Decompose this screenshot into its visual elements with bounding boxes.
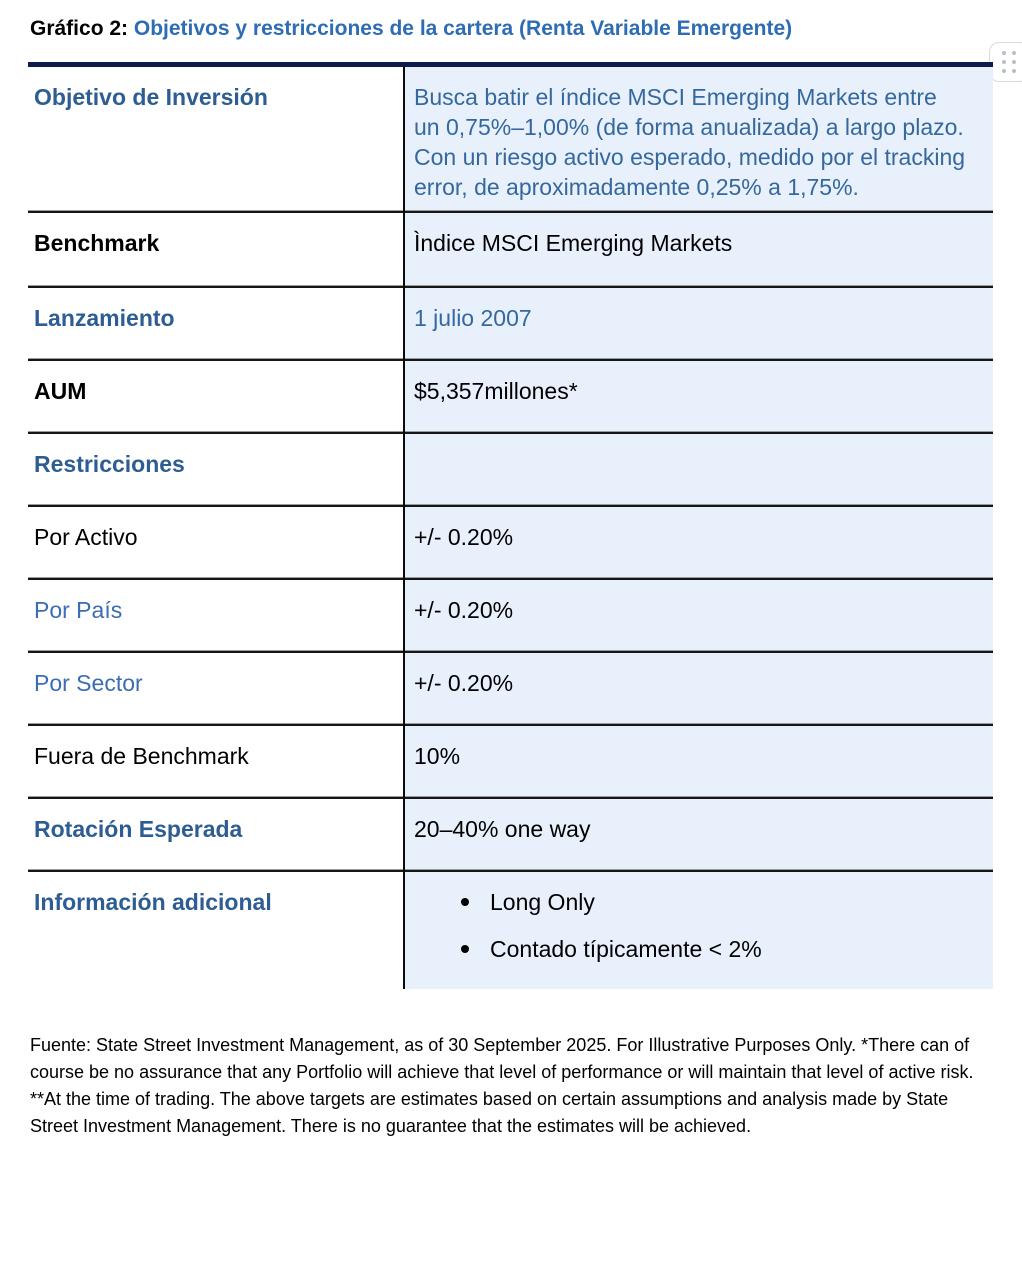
page: [0, 16, 1022, 1280]
bullet-list-item: [461, 934, 967, 964]
row-value: $5,357millones*: [405, 361, 993, 431]
row-label: Fuera de Benchmark: [28, 726, 405, 796]
row-label: Por Activo: [28, 507, 405, 577]
table-row: [28, 580, 993, 650]
table-row: [28, 288, 993, 358]
bullet-list-item: [461, 887, 967, 917]
row-label: Objetivo de Inversión: [28, 67, 405, 210]
row-value: [405, 434, 993, 504]
row-value: 20–40% one way: [405, 799, 993, 869]
row-label: Restricciones: [28, 434, 405, 504]
drag-handle-button[interactable]: [989, 42, 1022, 82]
row-value: Ìndice MSCI Emerging Markets: [405, 213, 993, 285]
footer-note: Fuente: State Street Investment Management, as of 30 September 2025. For Illustrative Purposes Only. *There can of course be no assurance that any Portfolio will achieve that level of performance or will maintain that level of active risk. **At the time of trading. The above targets are estimates based on certain assumptions and analysis made by State Street Investment Management. There is no guarantee that the estimates will be achieved.: [30, 1035, 974, 1136]
row-label: Información adicional: [28, 872, 405, 989]
row-value: +/- 0.20%: [405, 653, 993, 723]
table-row: [28, 507, 993, 577]
row-label: Por País: [28, 580, 405, 650]
bullet-icon: [461, 945, 469, 953]
bullet-text: Long Only: [490, 889, 595, 915]
title-prefix: Gráfico 2:: [30, 17, 129, 40]
title-main: Objetivos y restricciones de la cartera (Renta Variable Emergente): [128, 17, 793, 40]
row-value: +/- 0.20%: [405, 580, 993, 650]
six-dot-grid-icon: [1002, 51, 1016, 73]
row-value: [405, 872, 993, 989]
row-value: 1 julio 2007: [405, 288, 993, 358]
page-title: [30, 16, 960, 42]
column-divider: [403, 67, 405, 989]
bullet-icon: [461, 898, 469, 906]
table-row: [28, 213, 993, 285]
row-value: 10%: [405, 726, 993, 796]
table-row: [28, 67, 993, 210]
table-row: [28, 726, 993, 796]
row-value: Busca batir el índice MSCI Emerging Markets entre un 0,75%–1,00% (de forma anualizada) a largo plazo. Con un riesgo activo esperado, medido por el tracking error, de aproximadamente 0,25% a 1,75%.: [405, 67, 993, 210]
bullet-text: Contado típicamente < 2%: [490, 936, 762, 962]
table-row: [28, 653, 993, 723]
row-label: AUM: [28, 361, 405, 431]
portfolio-table: [28, 62, 993, 989]
table-row: [28, 434, 993, 504]
row-label: Benchmark: [28, 213, 405, 285]
row-label: Lanzamiento: [28, 288, 405, 358]
row-value: +/- 0.20%: [405, 507, 993, 577]
row-label: Rotación Esperada: [28, 799, 405, 869]
row-label: Por Sector: [28, 653, 405, 723]
table-row: [28, 872, 993, 989]
table-row: [28, 799, 993, 869]
table-row: [28, 361, 993, 431]
